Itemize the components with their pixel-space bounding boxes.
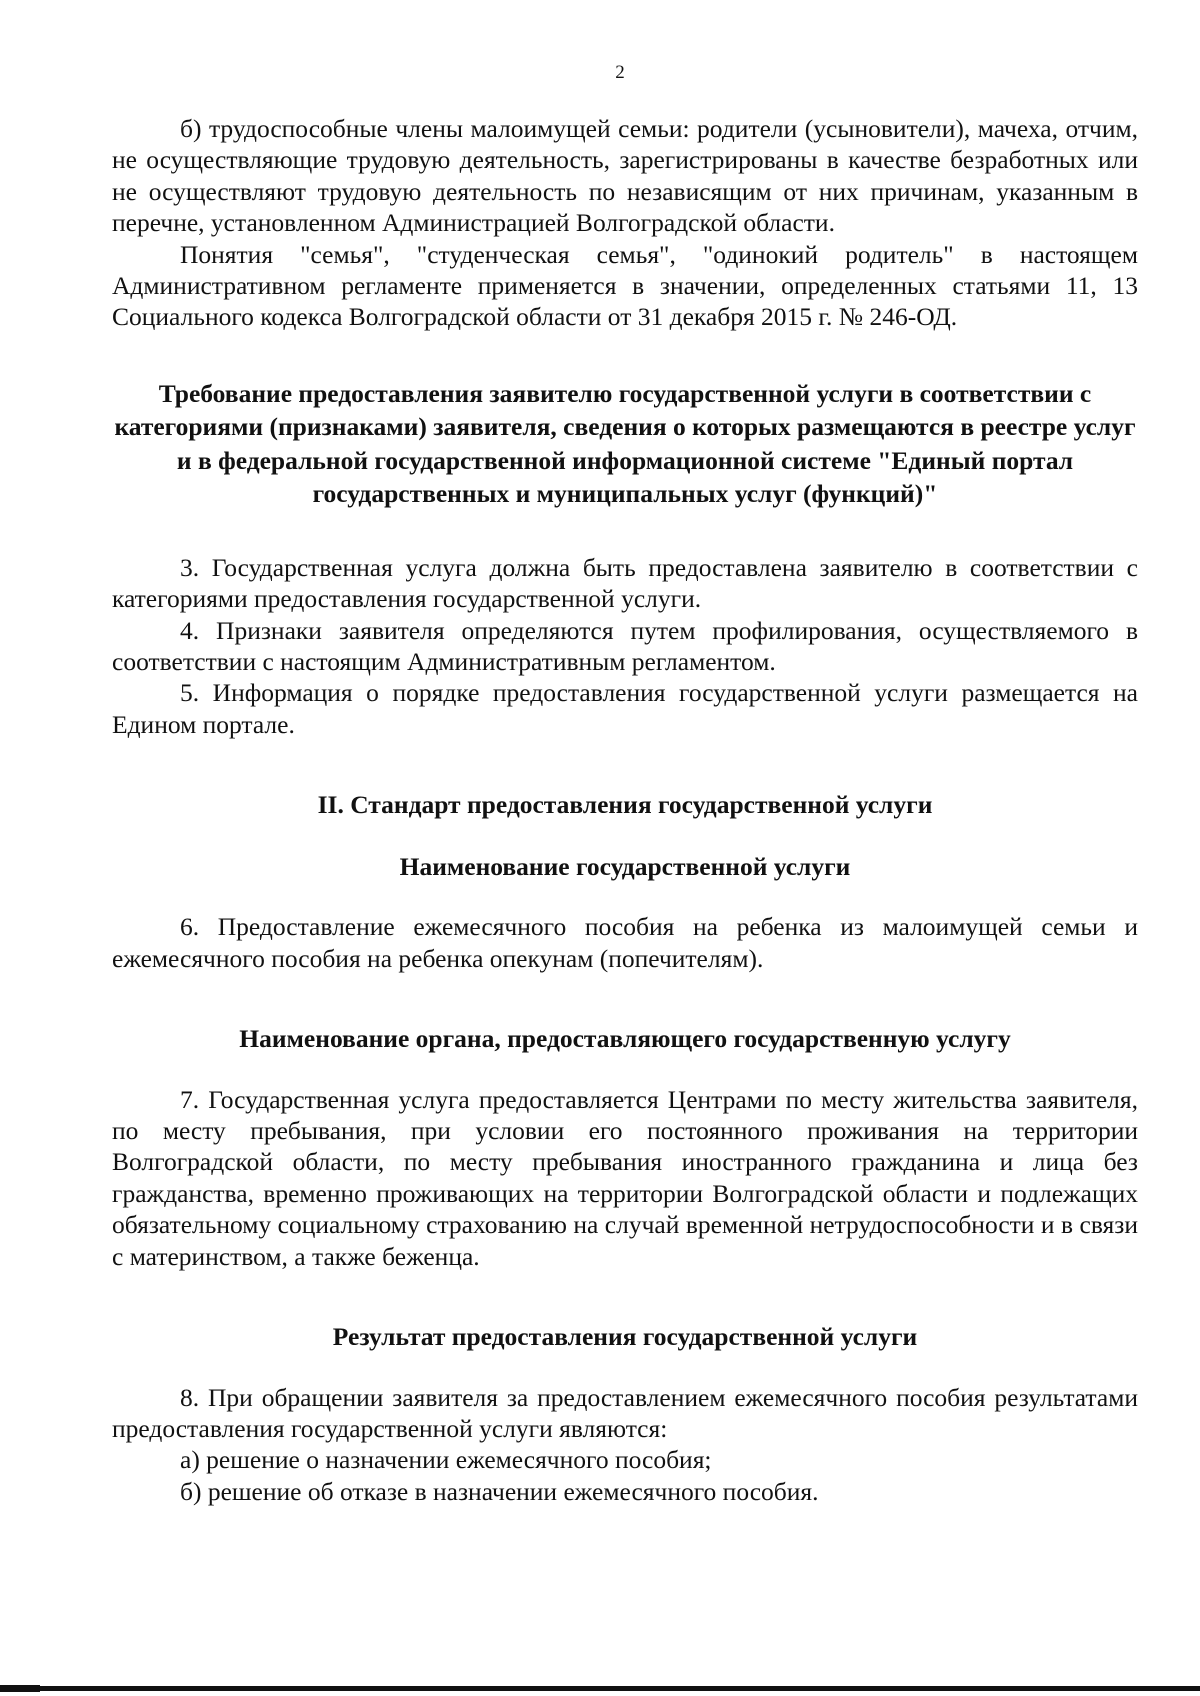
paragraph-b-able-bodied-members: б) трудоспособные члены малоимущей семьи: родители (усыновители), мачеха, отчим, не осуществляющие трудовую деятельность, зарегистрированы в качестве безработных или не осуществляют трудовую деятельность по независящим от них причинам, указанным в перечне, установленном Администрацией Волгоградской области. xyxy=(112,114,1138,238)
result-item-b: б) решение об отказе в назначении ежемесячного пособия. xyxy=(180,1476,819,1506)
heading-authority: Наименование органа, предоставляющего государственную услугу xyxy=(239,1024,1011,1054)
paragraph-4: 4. Признаки заявителя определяются путем профилирования, осуществляемого в соответствии с настоящим Административным регламентом. xyxy=(112,615,1138,677)
paragraph-6: 6. Предоставление ежемесячного пособия на ребенка из малоимущей семьи и ежемесячного пособия на ребенка опекунам (попечителям). xyxy=(112,912,1138,973)
paragraph-family-definitions: Понятия "семья", "студенческая семья", "одинокий родитель" в настоящем Административном регламенте применяется в значении, определенных статьями 11, 13 Социального кодекса Волгоградской области от 31 декабря 2015 г. № 246-ОД. xyxy=(112,239,1138,332)
heading-service-name: Наименование государственной услуги xyxy=(399,851,851,881)
paragraph-5: 5. Информация о порядке предоставления государственной услуги размещается на Едином портале. xyxy=(112,678,1138,739)
result-item-a: а) решение о назначении ежемесячного пособия; xyxy=(180,1445,712,1475)
document-body xyxy=(112,113,1138,1507)
paragraph-3: 3. Государственная услуга должна быть предоставлена заявителю в соответствии с категориями предоставления государственной услуги. xyxy=(112,552,1138,614)
heading-result: Результат предоставления государственной услуги xyxy=(332,1322,918,1352)
paragraph-8: 8. При обращении заявителя за предоставлением ежемесячного пособия результатами предоставления государственной услуги являются: xyxy=(112,1382,1138,1443)
page-number: 2 xyxy=(615,62,625,83)
heading-requirement: Требование предоставления заявителю государственной услуги в соответствии с категориями (признаками) заявителя, сведения о которых размещаются в реестре услуг и в федеральной государственной информационной системе "Единый портал государственных и муниципальных услуг (функций)" xyxy=(114,378,1136,509)
paragraph-7: 7. Государственная услуга предоставляется Центрами по месту жительства заявителя, по месту пребывания, при условии его постоянного проживания на территории Волгоградской области, по месту пребывания иностранного гражданина и лица без гражданства, временно проживающих на территории Волгоградской области и подлежащих обязательному социальному страхованию на случай временной нетрудоспособности и в связи с материнством, а также беженца. xyxy=(112,1084,1138,1271)
bottom-scan-edge xyxy=(0,1686,1200,1691)
bottom-scan-edge-left xyxy=(0,1685,40,1692)
section-title: II. Стандарт предоставления государственной услуги xyxy=(317,790,933,820)
